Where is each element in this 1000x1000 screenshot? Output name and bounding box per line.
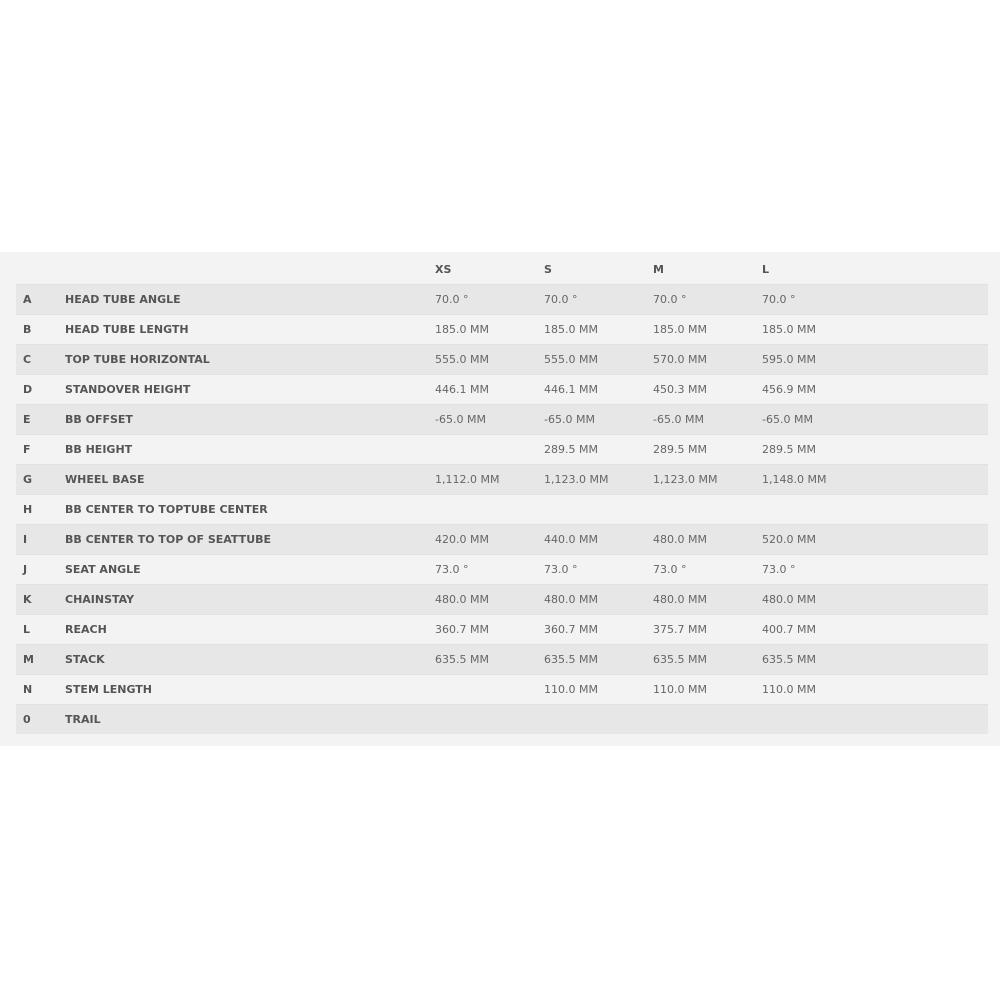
value-size-xs: 480.0 MM [435, 585, 544, 615]
row-measurement-name: HEAD TUBE ANGLE [65, 285, 435, 315]
value-size-l: 289.5 MM [762, 435, 988, 465]
value-size-xs: -65.0 MM [435, 405, 544, 435]
value-size-s: 73.0 ° [544, 555, 653, 585]
header-name [65, 255, 435, 285]
value-size-l: 635.5 MM [762, 645, 988, 675]
value-size-s: -65.0 MM [544, 405, 653, 435]
table-row [16, 465, 988, 495]
row-measurement-name: STANDOVER HEIGHT [65, 375, 435, 405]
row-letter: 0 [16, 705, 65, 735]
table-row [16, 405, 988, 435]
row-measurement-name: BB CENTER TO TOPTUBE CENTER [65, 495, 435, 525]
value-size-m [653, 705, 762, 735]
table-header-row [16, 255, 988, 285]
value-size-s: 70.0 ° [544, 285, 653, 315]
header-size-s: S [544, 255, 653, 285]
header-size-m: M [653, 255, 762, 285]
row-letter: H [16, 495, 65, 525]
row-letter: M [16, 645, 65, 675]
row-measurement-name: HEAD TUBE LENGTH [65, 315, 435, 345]
header-size-l: L [762, 255, 988, 285]
value-size-xs: 635.5 MM [435, 645, 544, 675]
value-size-s: 635.5 MM [544, 645, 653, 675]
value-size-m: 635.5 MM [653, 645, 762, 675]
row-letter: E [16, 405, 65, 435]
value-size-m: 110.0 MM [653, 675, 762, 705]
value-size-s: 480.0 MM [544, 585, 653, 615]
row-measurement-name: REACH [65, 615, 435, 645]
table-row [16, 495, 988, 525]
value-size-m: 1,123.0 MM [653, 465, 762, 495]
row-measurement-name: BB CENTER TO TOP OF SEATTUBE [65, 525, 435, 555]
value-size-xs: 73.0 ° [435, 555, 544, 585]
value-size-l: 595.0 MM [762, 345, 988, 375]
row-letter: A [16, 285, 65, 315]
value-size-m: 185.0 MM [653, 315, 762, 345]
value-size-m: 289.5 MM [653, 435, 762, 465]
row-measurement-name: STACK [65, 645, 435, 675]
value-size-m: -65.0 MM [653, 405, 762, 435]
value-size-l [762, 705, 988, 735]
value-size-s: 446.1 MM [544, 375, 653, 405]
table-row [16, 435, 988, 465]
row-letter: D [16, 375, 65, 405]
value-size-s [544, 495, 653, 525]
table-row [16, 315, 988, 345]
value-size-xs [435, 435, 544, 465]
value-size-m: 73.0 ° [653, 555, 762, 585]
value-size-s: 440.0 MM [544, 525, 653, 555]
table-row [16, 375, 988, 405]
value-size-s: 555.0 MM [544, 345, 653, 375]
value-size-xs [435, 675, 544, 705]
value-size-l: -65.0 MM [762, 405, 988, 435]
table-row [16, 525, 988, 555]
row-measurement-name: SEAT ANGLE [65, 555, 435, 585]
row-measurement-name: WHEEL BASE [65, 465, 435, 495]
value-size-l: 110.0 MM [762, 675, 988, 705]
row-letter: J [16, 555, 65, 585]
row-measurement-name: STEM LENGTH [65, 675, 435, 705]
table-row [16, 675, 988, 705]
table-row [16, 285, 988, 315]
value-size-s [544, 705, 653, 735]
value-size-xs [435, 495, 544, 525]
value-size-m: 570.0 MM [653, 345, 762, 375]
value-size-xs: 360.7 MM [435, 615, 544, 645]
value-size-xs: 420.0 MM [435, 525, 544, 555]
row-measurement-name: TRAIL [65, 705, 435, 735]
row-letter: K [16, 585, 65, 615]
row-letter: L [16, 615, 65, 645]
geometry-panel [0, 252, 1000, 746]
value-size-m: 480.0 MM [653, 585, 762, 615]
table-row [16, 585, 988, 615]
row-letter: B [16, 315, 65, 345]
value-size-xs: 185.0 MM [435, 315, 544, 345]
value-size-s: 360.7 MM [544, 615, 653, 645]
value-size-m: 70.0 ° [653, 285, 762, 315]
row-measurement-name: BB HEIGHT [65, 435, 435, 465]
value-size-l [762, 495, 988, 525]
value-size-l: 185.0 MM [762, 315, 988, 345]
value-size-s: 110.0 MM [544, 675, 653, 705]
value-size-xs [435, 705, 544, 735]
value-size-m: 480.0 MM [653, 525, 762, 555]
value-size-l: 73.0 ° [762, 555, 988, 585]
value-size-xs: 555.0 MM [435, 345, 544, 375]
table-row [16, 345, 988, 375]
value-size-l: 1,148.0 MM [762, 465, 988, 495]
table-row [16, 705, 988, 735]
geometry-table [16, 255, 988, 734]
value-size-m: 450.3 MM [653, 375, 762, 405]
row-letter: I [16, 525, 65, 555]
table-row [16, 645, 988, 675]
row-letter: N [16, 675, 65, 705]
table-body [16, 285, 988, 735]
value-size-l: 456.9 MM [762, 375, 988, 405]
value-size-s: 1,123.0 MM [544, 465, 653, 495]
row-letter: C [16, 345, 65, 375]
value-size-m [653, 495, 762, 525]
value-size-s: 185.0 MM [544, 315, 653, 345]
header-letter [16, 255, 65, 285]
value-size-l: 480.0 MM [762, 585, 988, 615]
table-row [16, 615, 988, 645]
value-size-xs: 446.1 MM [435, 375, 544, 405]
value-size-m: 375.7 MM [653, 615, 762, 645]
value-size-l: 70.0 ° [762, 285, 988, 315]
value-size-s: 289.5 MM [544, 435, 653, 465]
row-measurement-name: CHAINSTAY [65, 585, 435, 615]
value-size-xs: 70.0 ° [435, 285, 544, 315]
row-letter: G [16, 465, 65, 495]
value-size-l: 400.7 MM [762, 615, 988, 645]
value-size-l: 520.0 MM [762, 525, 988, 555]
value-size-xs: 1,112.0 MM [435, 465, 544, 495]
row-letter: F [16, 435, 65, 465]
header-size-xs: XS [435, 255, 544, 285]
row-measurement-name: BB OFFSET [65, 405, 435, 435]
table-row [16, 555, 988, 585]
row-measurement-name: TOP TUBE HORIZONTAL [65, 345, 435, 375]
